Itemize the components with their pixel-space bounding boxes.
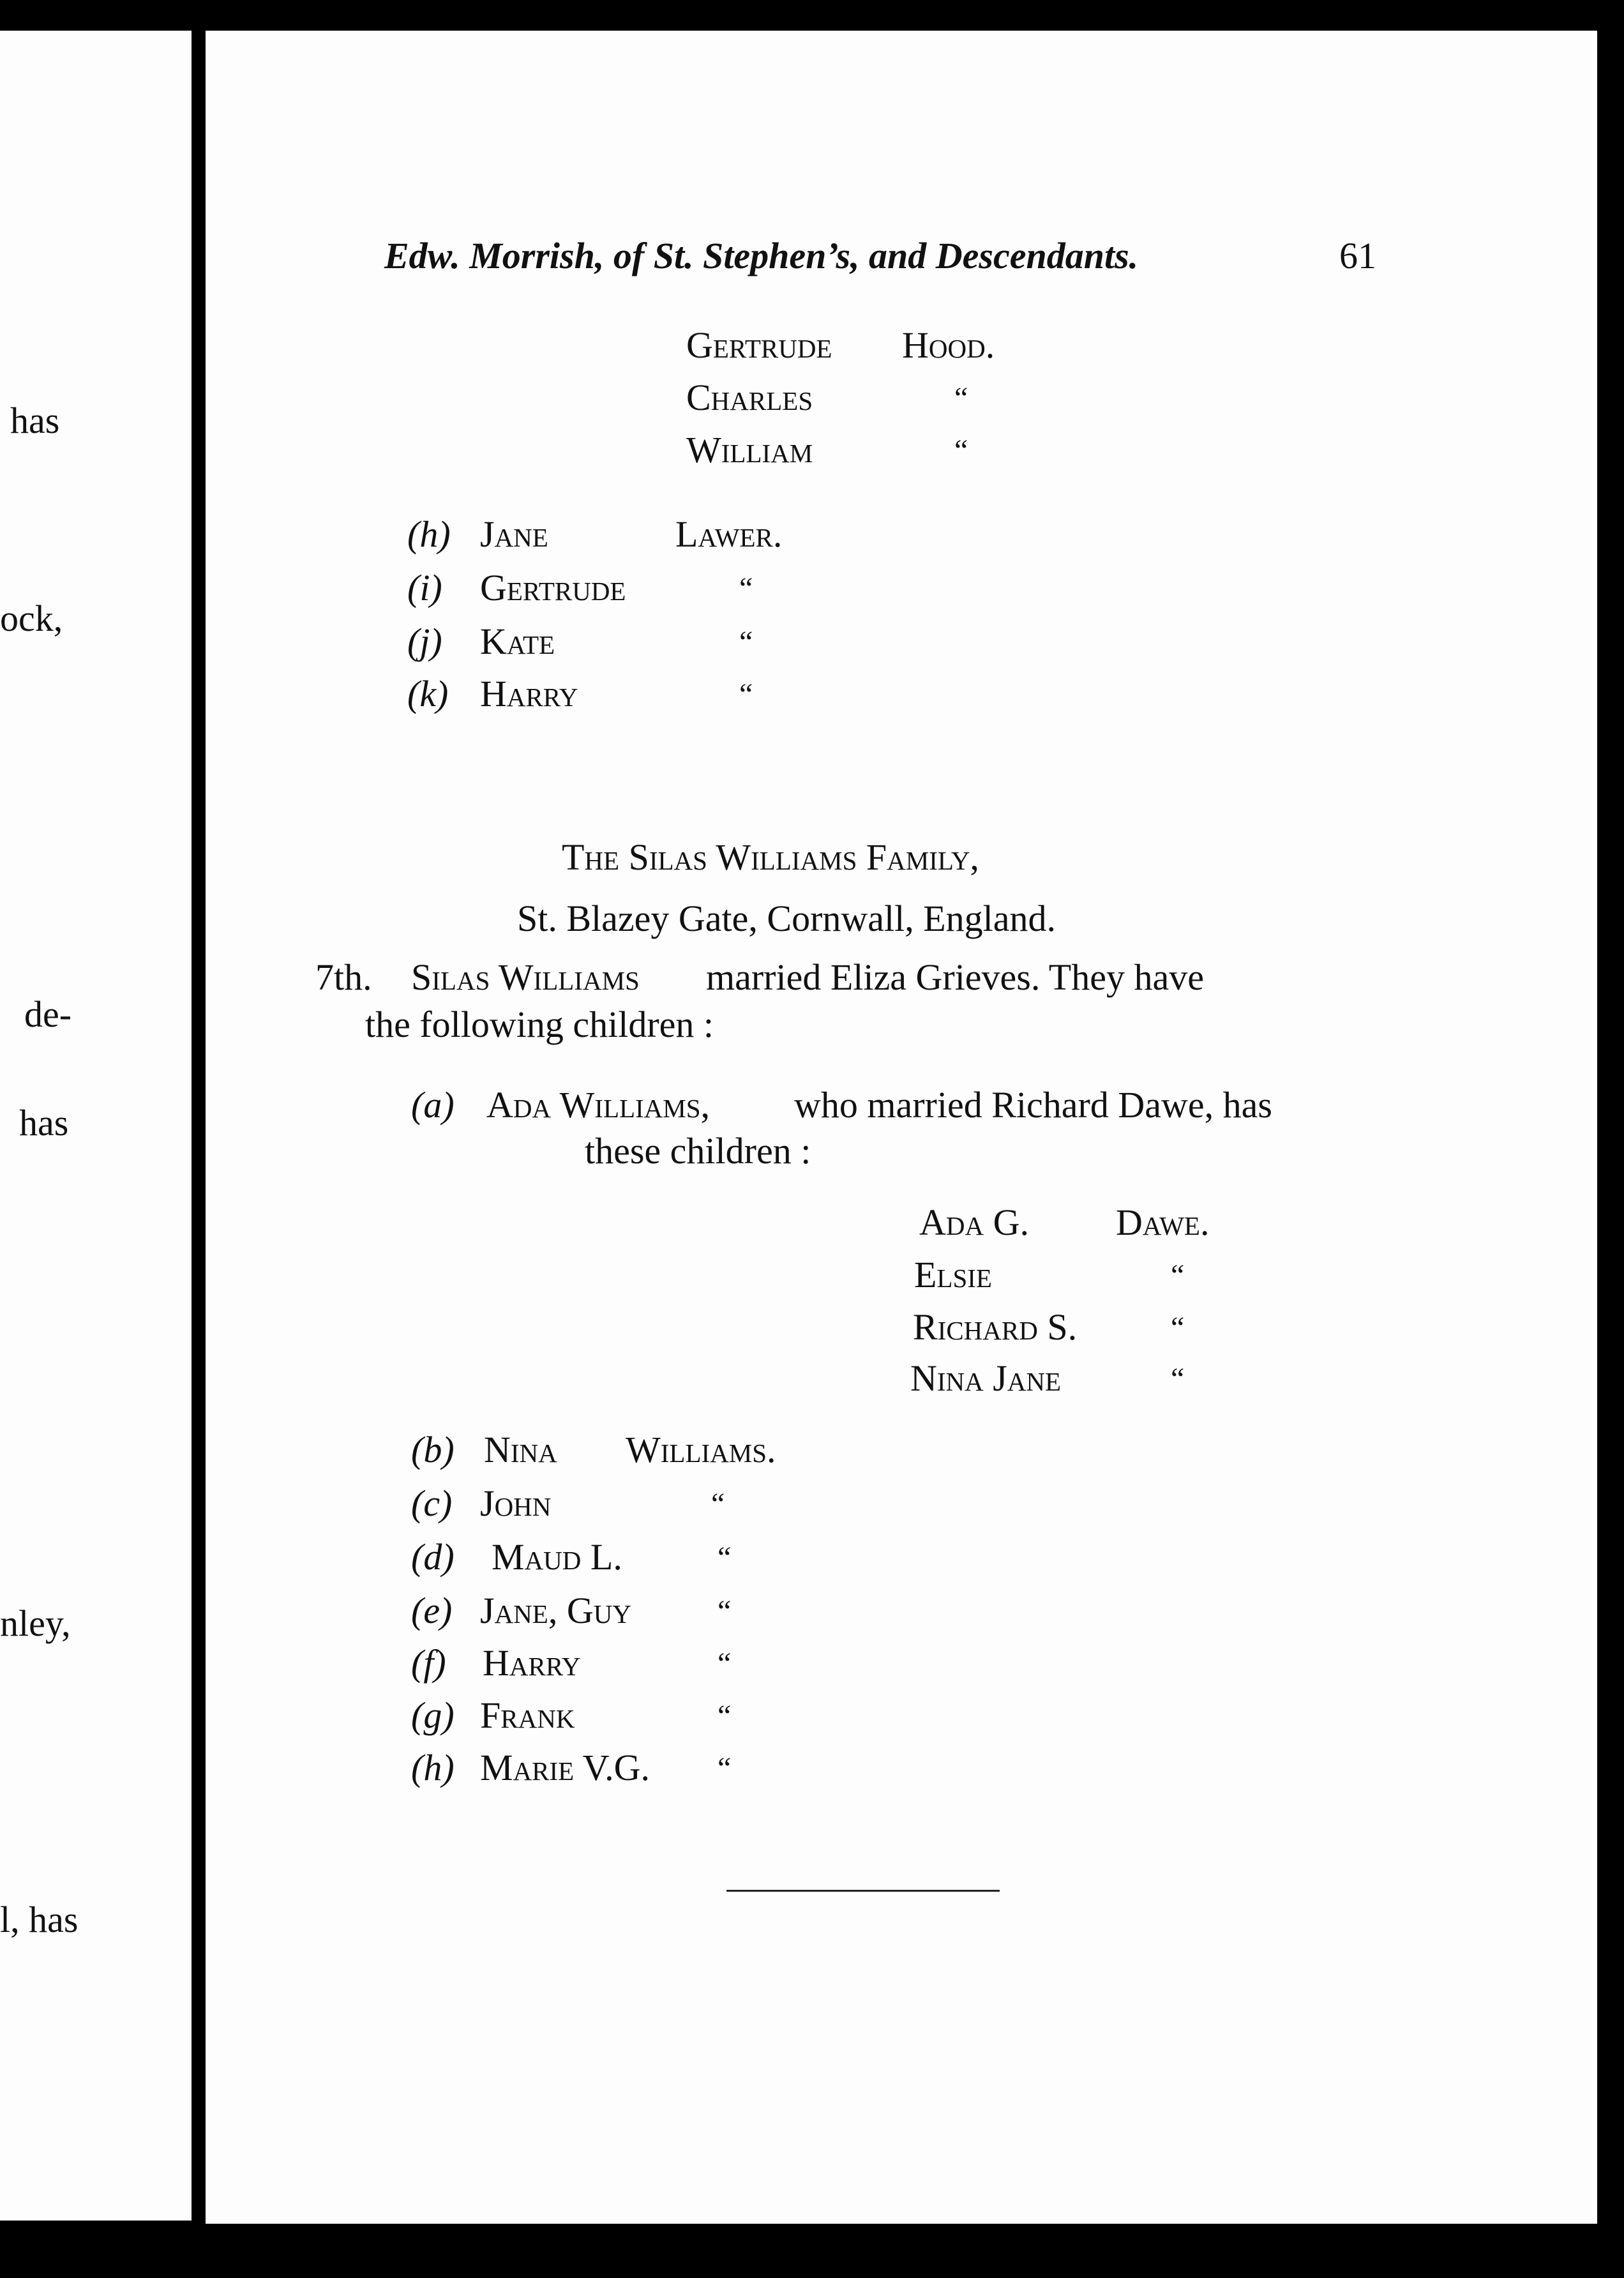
- child-surname: Lawer.: [675, 513, 783, 555]
- item-label: (k): [407, 673, 449, 714]
- ditto-mark: “: [1171, 1258, 1185, 1292]
- item-label: (b): [411, 1429, 455, 1470]
- item-label: (e): [411, 1590, 453, 1631]
- ditto-mark: “: [954, 381, 968, 415]
- entry-text: the following children :: [365, 1004, 714, 1045]
- item-label: (j): [407, 621, 442, 662]
- section-title: The Silas Williams Family,: [562, 836, 979, 878]
- page-number: 61: [1339, 235, 1376, 276]
- child-name: Ada G.: [919, 1202, 1029, 1243]
- ditto-mark: “: [739, 625, 753, 659]
- child-name: John: [480, 1482, 552, 1524]
- child-name: Kate: [480, 621, 555, 662]
- item-label: (i): [407, 567, 442, 608]
- child-name: Jane, Guy: [480, 1590, 631, 1631]
- running-title: Edw. Morrish, of St. Stephen’s, and Descendants.: [384, 235, 1139, 276]
- entry-text: married Eliza Grieves. They have: [706, 956, 1204, 998]
- ditto-mark: “: [1171, 1362, 1185, 1396]
- child-name: Nina Jane: [910, 1357, 1062, 1399]
- entry-number: 7th.: [315, 956, 372, 998]
- left-fragment: de-: [24, 993, 72, 1035]
- ditto-mark: “: [718, 1699, 732, 1733]
- child-surname: Williams.: [626, 1429, 776, 1470]
- item-label: (h): [407, 513, 451, 555]
- child-name: William: [686, 429, 813, 471]
- child-name: Richard S.: [913, 1306, 1078, 1348]
- child-surname: Dawe.: [1116, 1202, 1210, 1243]
- child-name: Charles: [686, 377, 813, 418]
- ditto-mark: “: [718, 1594, 732, 1628]
- left-page: [0, 31, 192, 2221]
- left-fragment: ock,: [0, 598, 63, 639]
- item-label: (f): [411, 1642, 446, 1684]
- child-surname: Hood.: [902, 324, 995, 366]
- section-location: St. Blazey Gate, Cornwall, England.: [517, 898, 1056, 939]
- item-label: (d): [411, 1536, 455, 1578]
- ditto-mark: “: [1171, 1311, 1185, 1345]
- child-name: Maud L.: [492, 1536, 622, 1578]
- item-label: (c): [411, 1482, 453, 1524]
- ditto-mark: “: [718, 1751, 732, 1785]
- child-name: Elsie: [914, 1254, 992, 1295]
- child-name: Harry: [480, 673, 578, 714]
- entry-text: these children :: [585, 1130, 811, 1172]
- left-fragment: has: [10, 400, 60, 441]
- right-page: [206, 31, 1597, 2224]
- child-name: Gertrude: [686, 324, 832, 366]
- child-name: Harry: [483, 1642, 581, 1684]
- item-label: (a): [411, 1084, 455, 1126]
- ditto-mark: “: [718, 1541, 732, 1574]
- closing-rule: [726, 1890, 1000, 1892]
- ditto-mark: “: [954, 434, 968, 467]
- left-fragment: nley,: [0, 1603, 71, 1644]
- entry-name: Silas Williams: [411, 956, 640, 998]
- child-name: Jane: [480, 513, 548, 555]
- ditto-mark: “: [711, 1487, 725, 1521]
- child-name: Gertrude: [480, 567, 626, 608]
- child-name: Ada Williams,: [486, 1084, 710, 1126]
- ditto-mark: “: [718, 1647, 732, 1680]
- item-label: (h): [411, 1747, 455, 1788]
- ditto-mark: “: [739, 571, 753, 605]
- child-name: Frank: [480, 1694, 575, 1736]
- entry-text: who married Richard Dawe, has: [794, 1084, 1272, 1126]
- item-label: (g): [411, 1694, 455, 1736]
- child-name: Marie V.G.: [480, 1747, 650, 1788]
- left-fragment: l, has: [0, 1899, 79, 1940]
- ditto-mark: “: [739, 677, 753, 711]
- child-name: Nina: [484, 1429, 557, 1470]
- left-fragment: has: [19, 1102, 69, 1143]
